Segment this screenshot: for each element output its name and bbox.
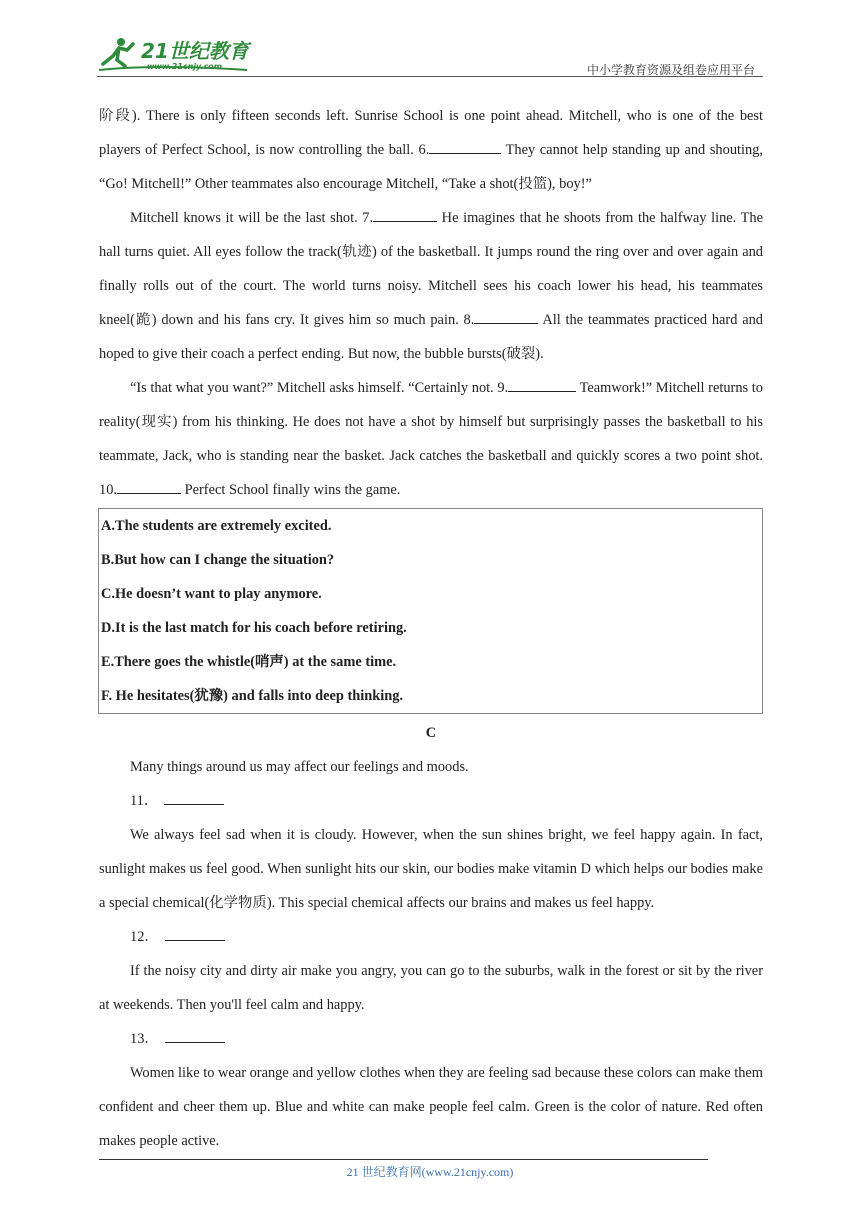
paragraph-b2: Mitchell knows it will be the last shot. 7. He imagines that he shoots from the halfway line. The hall turns quiet. All eyes follow the track(轨迹) of the basketball. It jumps round the ring over and over again and finally rolls out of the court. The world turns noisy. Mitchell sees his coach lower his head, his teammates kneel(跪) down and his fans cry. It gives him so much pain. 8. All the teammates practiced hard and hoped to give their coach a perfect ending. But now, the bubble bursts(破裂). [99,201,763,371]
section-title-c: C [425,725,437,741]
document-body [99,99,763,1158]
footer-divider [99,1159,708,1160]
paragraph-c11: We always feel sad when it is cloudy. However, when the sun shines bright, we feel happy again. In fact, sunlight makes us feel good. When sunlight hits our skin, our bodies make vitamin D which helps our bodies make a special chemical(化学物质). This special chemical affects our brains and makes us feel happy. [99,827,763,911]
answer-blank-12[interactable] [165,924,225,941]
page-header [97,30,763,78]
option-f: F. He hesitates(犹豫) and falls into deep thinking. [101,688,404,704]
paragraph-b1: 阶段). There is only fifteen seconds left. Sunrise School is one point ahead. Mitchell, who is one of the best players of Perfect School, is now controlling the ball. 6. They cannot help standing up and shouting, “Go! Mitchell!” Other teammates also encourage Mitchell, “Take a shot(投篮), boy!” [99,108,764,192]
21cnjy-logo [97,34,267,74]
option-b: B.But how can I change the situation? [101,552,335,568]
question-12: 12． [99,920,763,954]
question-11: 11． [99,784,763,818]
answer-blank-11[interactable] [164,788,224,805]
option-a: A.The students are extremely excited. [101,518,332,534]
answer-blank-8[interactable] [474,308,538,324]
answer-blank-9[interactable] [508,376,576,392]
option-d: D.It is the last match for his coach before retiring. [101,620,407,636]
question-13: 13． [99,1022,763,1056]
header-divider [97,76,763,77]
answer-blank-13[interactable] [165,1026,225,1043]
svg-text:21世纪教育: 21世纪教育 [141,39,249,63]
paragraph-c-intro: Many things around us may affect our feelings and moods. [130,759,469,775]
svg-text:www.21cnjy.com: www.21cnjy.com [147,62,223,71]
answer-blank-10[interactable] [117,478,181,494]
options-box [98,508,763,714]
answer-blank-7[interactable] [373,206,437,222]
paragraph-b3: “Is that what you want?” Mitchell asks himself. “Certainly not. 9. Teamwork!” Mitchell returns to reality(现实) from his thinking. He does not have a shot by himself but surprisingly passes the basketball to his teammate, Jack, who is standing near the basket. Jack catches the basketball and quickly scores a two point shot. 10. Perfect School finally wins the game. [99,371,763,507]
option-e: E.There goes the whistle(哨声) at the same time. [101,654,397,670]
platform-name: 中小学教育资源及组卷应用平台 [586,63,755,77]
paragraph-c13: Women like to wear orange and yellow clothes when they are feeling sad because these colors can make them confident and cheer them up. Blue and white can make people feel calm. Green is the color of nature. Red often makes people active. [99,1065,763,1149]
paragraph-c12: If the noisy city and dirty air make you angry, you can go to the suburbs, walk in the forest or sit by the river at weekends. Then you'll feel calm and happy. [99,963,763,1013]
answer-blank-6[interactable] [429,138,501,154]
option-c: C.He doesn’t want to play anymore. [101,586,322,602]
footer-text[interactable]: 21 世纪教育网(www.21cnjy.com) [346,1165,514,1179]
